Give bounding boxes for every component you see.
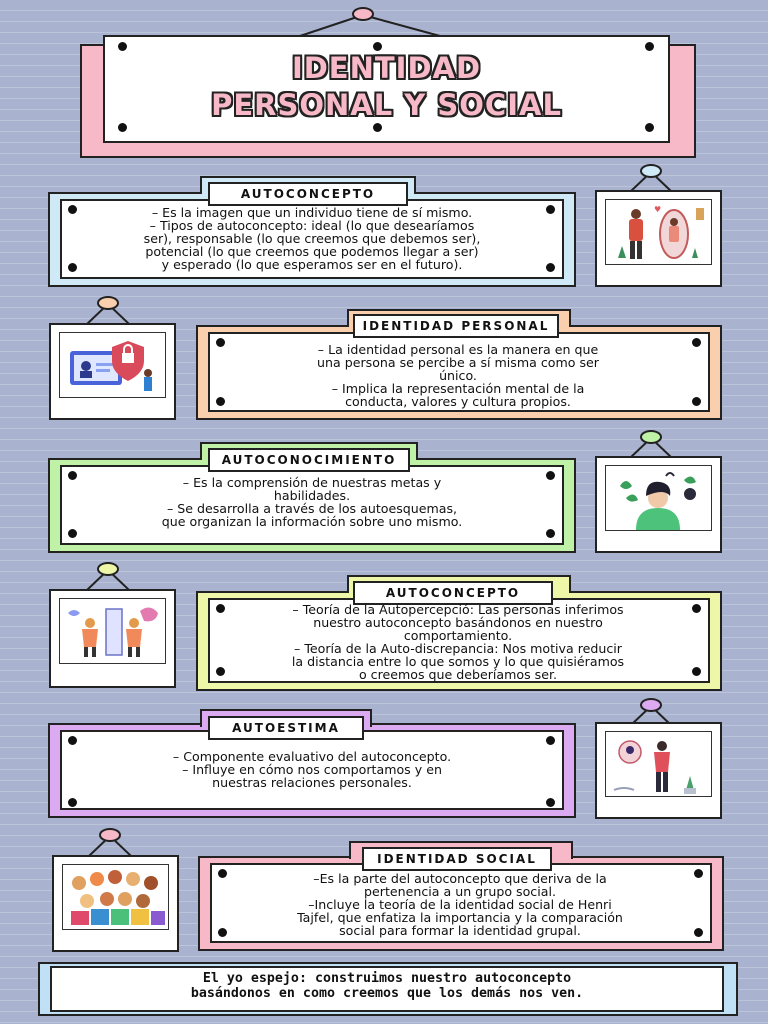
illustration-frame-4	[49, 589, 176, 688]
section-autoestima-label: AUTOESTIMA	[208, 716, 364, 740]
self-esteem-woman-illustration	[605, 731, 712, 797]
section-autoconocimiento-label: AUTOCONOCIMIENTO	[208, 448, 410, 472]
section-identidad-social-text: –Es la parte del autoconcepto que deriva de la pertenencia a un grupo social. –Incluye la teoría de la identidad social de Henri Tajfel, que enfatiza la importancia y la comparación social para formar la identidad grupal.	[297, 871, 623, 938]
svg-text:♥: ♥	[654, 205, 662, 214]
thinking-woman-plants-illustration	[605, 465, 712, 531]
section-autoconcepto-text: – Es la imagen que un individuo tiene de sí mismo. – Tipos de autoconcepto: ideal (lo que desearíamos ser), responsable (lo que creemos que debemos ser), potencial (lo que creemos que podemos llegar a ser) y esperado (lo que esperamos ser en el futuro).	[143, 205, 481, 272]
illustration-frame-3	[595, 456, 722, 553]
illustration-frame-5	[595, 722, 722, 819]
people-mirror-illustration	[59, 598, 166, 664]
section-autoconcepto-2-label: AUTOCONCEPTO	[353, 581, 553, 605]
title-line-2: PERSONAL Y SOCIAL	[211, 88, 562, 122]
diverse-group-people-illustration	[62, 864, 169, 930]
section-identidad-personal-label: IDENTIDAD PERSONAL	[353, 314, 559, 338]
section-autoconcepto-label: AUTOCONCEPTO	[208, 182, 408, 206]
footer-text: El yo espejo: construimos nuestro autoconcepto basándonos en como creemos que los demás nos ven.	[190, 971, 584, 1001]
illustration-frame-2	[49, 323, 176, 420]
section-autoestima-text: – Componente evaluativo del autoconcepto. – Influye en cómo nos comportamos y en nuestras relaciones personales.	[172, 749, 452, 790]
section-identidad-personal-text: – La identidad personal es la manera en que una persona se percibe a sí misma como ser único. – Implica la representación mental de la conducta, valores y cultura propios.	[317, 342, 599, 409]
mirror-self-image-illustration	[605, 199, 712, 265]
section-autoconcepto-2-text: – Teoría de la Autopercepció: Las personas inferimos nuestro autoconcepto basándonos en nuestro comportamiento. – Teoría de la Auto-discrepancia: Nos motiva reducir la distancia entre lo que somos y lo que quisiéramos o creemos que deberíamos ser.	[291, 602, 625, 682]
illustration-frame-1	[595, 190, 722, 287]
title-card	[103, 35, 670, 143]
section-autoconocimiento-text: – Es la comprensión de nuestras metas y habilidades. – Se desarrolla a través de los autoesquemas, que organizan la información sobre uno mismo.	[161, 475, 463, 529]
section-identidad-social-label: IDENTIDAD SOCIAL	[362, 847, 552, 871]
illustration-frame-6	[52, 855, 179, 952]
identity-card-shield-illustration	[59, 332, 166, 398]
title-line-1: IDENTIDAD	[291, 51, 482, 85]
